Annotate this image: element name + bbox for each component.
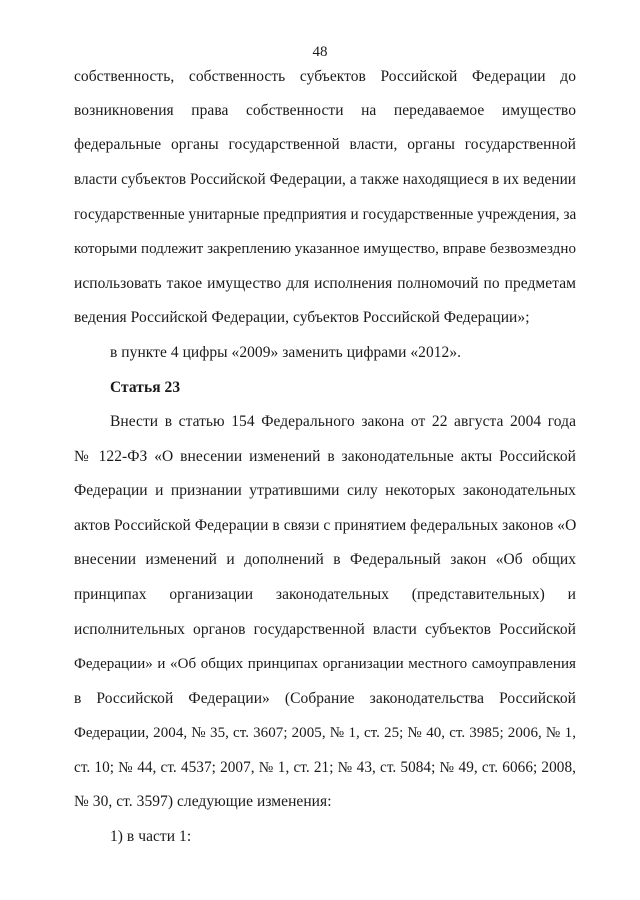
text-line: государственные унитарные предприятия и государственные учреждения, за xyxy=(74,206,577,223)
text-line: № 122-ФЗ «О внесении изменений в законодательные акты Российской xyxy=(74,448,576,465)
text-line: власти субъектов Российской Федерации, а также находящиеся в их ведении xyxy=(74,171,576,188)
text-line: актов Российской Федерации в связи с принятием федеральных законов «О xyxy=(74,517,577,534)
text-line: исполнительных органов государственной власти субъектов Российской xyxy=(74,621,576,638)
text-line: Федерации, 2004, № 35, ст. 3607; 2005, № 1, ст. 25; № 40, ст. 3985; 2006, № 1, xyxy=(74,725,576,741)
text-line: Внести в статью 154 Федерального закона от 22 августа 2004 года xyxy=(110,413,576,430)
text-line: в пункте 4 цифры «2009» заменить цифрами «2012». xyxy=(110,344,462,361)
text-line: в Российской Федерации» (Собрание законодательства Российской xyxy=(74,690,576,707)
text-line: ведения Российской Федерации, субъектов Российской Федерации»; xyxy=(74,309,530,326)
text-line: возникновения права собственности на передаваемое имущество xyxy=(74,102,576,119)
text-line: № 30, ст. 3597) следующие изменения: xyxy=(74,793,332,810)
text-line: Федерации и признании утратившими силу некоторых законодательных xyxy=(74,482,576,499)
page-number: 48 xyxy=(312,44,328,60)
text-line: федеральные органы государственной власти, органы государственной xyxy=(74,136,576,153)
text-line: внесении изменений и дополнений в Федеральный закон «Об общих xyxy=(74,551,576,568)
text-line: ст. 10; № 44, ст. 4537; 2007, № 1, ст. 21; № 43, ст. 5084; № 49, ст. 6066; 2008, xyxy=(74,759,576,776)
text-line: которыми подлежит закреплению указанное имущество, вправе безвозмездно xyxy=(74,241,576,257)
text-line: Федерации» и «Об общих принципах организации местного самоуправления xyxy=(74,656,576,672)
text-line: собственность, собственность субъектов Российской Федерации до xyxy=(74,68,576,85)
text-line: использовать такое имущество для исполнения полномочий по предметам xyxy=(74,275,576,292)
text-line: 1) в части 1: xyxy=(110,828,192,845)
text-line: принципах организации законодательных (представительных) и xyxy=(74,586,576,603)
article-heading: Статья 23 xyxy=(110,379,181,396)
